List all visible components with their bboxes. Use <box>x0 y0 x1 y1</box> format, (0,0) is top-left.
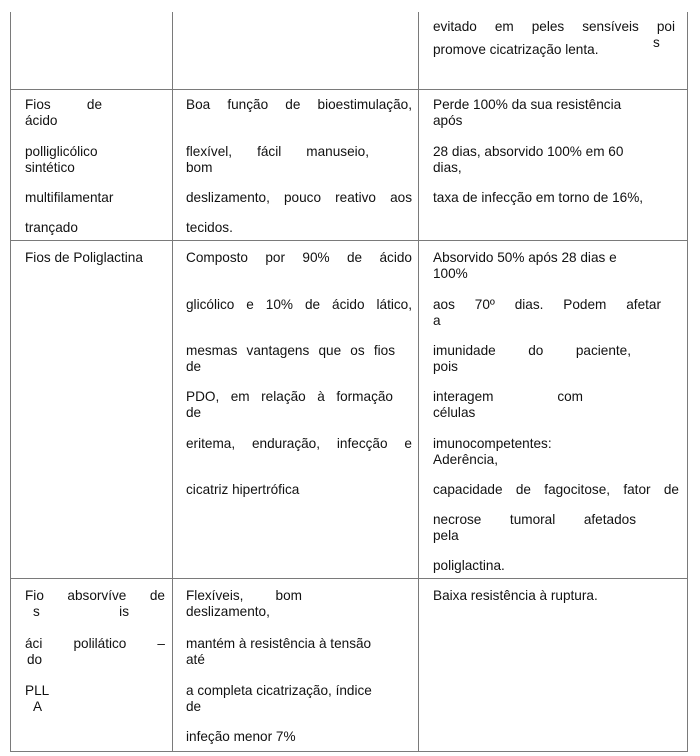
cell-text: pela <box>433 528 459 543</box>
column-divider <box>418 12 419 752</box>
cell-text: flexível, fácil manuseio, <box>186 144 369 159</box>
cell-text: Absorvido 50% após 28 dias e <box>433 250 617 265</box>
cell-text: Flexíveis, bom <box>186 588 302 603</box>
cell-text: tecidos. <box>186 220 233 235</box>
cell-text: pois <box>433 359 458 374</box>
cell-text: multifilamentar <box>25 190 114 205</box>
cell-text: Baixa resistência à ruptura. <box>433 588 598 603</box>
cell-text: mantém à resistência à tensão <box>186 636 372 651</box>
cell-text: ácido <box>25 113 58 128</box>
cell-text: dias, <box>433 160 462 175</box>
cell-text: Perde 100% da sua resistência <box>433 97 622 112</box>
cell-text: glicólico e 10% de ácido lático, <box>186 297 412 312</box>
cell-text: 100% <box>433 266 468 281</box>
cell-text: cicatriz hipertrófica <box>186 482 300 497</box>
cell-text: capacidade de fagocitose, fator de <box>433 482 679 497</box>
cell-text: s is <box>33 604 129 619</box>
cell-text: A <box>33 699 43 714</box>
cell-text: poliglactina. <box>433 558 505 573</box>
cell-text: células <box>433 405 476 420</box>
cell-text: bom <box>186 160 213 175</box>
cell-text: promove cicatrização lenta. <box>433 42 599 57</box>
cell-text: Fio absorvíve de <box>25 588 165 603</box>
cell-text: PDO, em relação à formação <box>186 389 393 404</box>
cell-text: Boa função de bioestimulação, <box>186 97 412 112</box>
cell-text: taxa de infecção em torno de 16%, <box>433 190 644 205</box>
cell-text: Composto por 90% de ácido <box>186 250 412 265</box>
cell-text: 28 dias, absorvido 100% em 60 <box>433 144 624 159</box>
cell-text: s <box>653 35 660 50</box>
cell-text: após <box>433 113 463 128</box>
cell-text: eritema, enduração, infecção e <box>186 436 412 451</box>
cell-text: trançado <box>25 220 78 235</box>
row-divider <box>10 578 688 579</box>
cell-text: sintético <box>25 160 75 175</box>
cell-text: Fios de <box>25 97 102 112</box>
cell-text: mesmas vantagens que os fios <box>186 343 395 358</box>
column-divider <box>172 12 173 752</box>
cell-text: até <box>186 652 205 667</box>
cell-text: polliglicólico <box>25 144 98 159</box>
cell-text: de <box>186 359 202 374</box>
cell-text: imunidade do paciente, <box>433 343 631 358</box>
cell-text: evitado em peles sensíveis poi <box>433 19 675 34</box>
cell-text: PLL <box>25 683 50 698</box>
cell-text: a <box>433 313 441 328</box>
table-left-border <box>10 12 11 752</box>
cell-text: imunocompetentes: <box>433 436 552 451</box>
cell-text: deslizamento, <box>186 604 270 619</box>
table-right-border <box>687 12 688 752</box>
cell-text: aos 70º dias. Podem afetar <box>433 297 661 312</box>
cell-text: Fios de Poliglactina <box>25 250 143 265</box>
row-divider <box>10 240 688 241</box>
table-bottom-border <box>10 751 688 752</box>
cell-text: a completa cicatrização, índice <box>186 683 372 698</box>
cell-text: interagem com <box>433 389 583 404</box>
cell-text: infeção menor 7% <box>186 729 296 744</box>
cell-text: Aderência, <box>433 452 498 467</box>
cell-text: de <box>186 699 202 714</box>
cell-text: necrose tumoral afetados <box>433 512 636 527</box>
cell-text: áci polilático – <box>25 636 165 651</box>
cell-text: deslizamento, pouco reativo aos <box>186 190 412 205</box>
cell-text: do <box>27 652 43 667</box>
row-divider <box>10 89 688 90</box>
cell-text: de <box>186 405 202 420</box>
